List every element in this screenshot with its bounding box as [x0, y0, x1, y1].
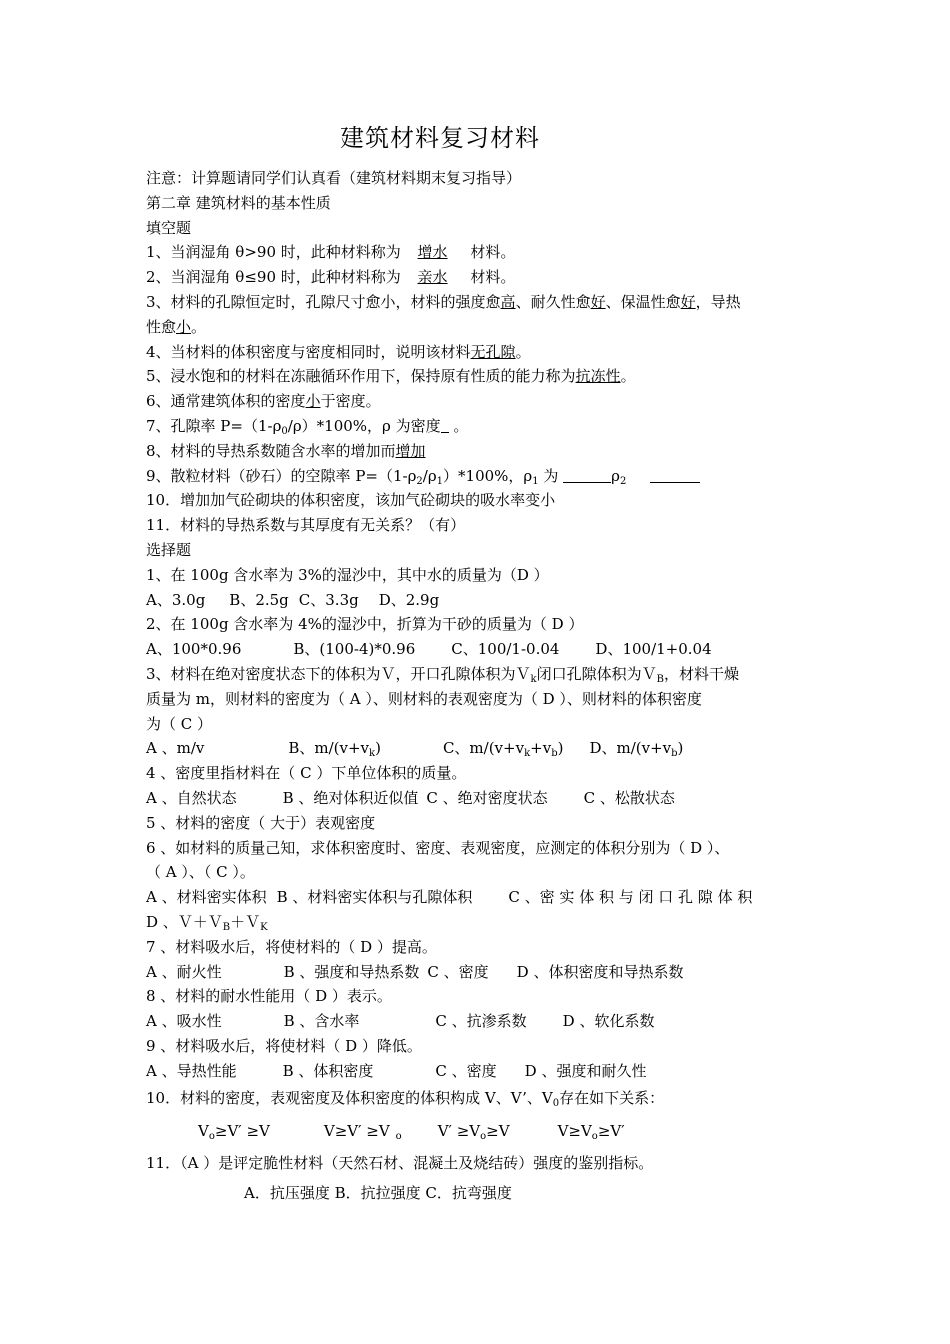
- fill-heading: 填空题: [146, 218, 192, 237]
- option-b: B、2.5g: [229, 590, 289, 609]
- subscript: B: [656, 673, 664, 685]
- answer: 抗冻性: [575, 367, 621, 386]
- answer: 无孔隙: [470, 342, 516, 361]
- option-d: ): [677, 739, 684, 758]
- q-text: 9、散粒材料（砂石）的空隙率 P=（1-ρ: [146, 466, 417, 485]
- subscript: 1: [532, 475, 539, 487]
- fill-q3-line2: [146, 315, 808, 340]
- choice-q9: 9 、材料吸水后，将使材料（ D ）降低。: [146, 1036, 422, 1055]
- option-d: ＋Ｖ: [230, 912, 261, 931]
- q-text: ，导热: [695, 292, 741, 311]
- q-text: 3、材料的孔隙恒定时，孔隙尺寸愈小，材料的强度愈: [146, 292, 501, 311]
- choice-q8: 8 、材料的耐水性能用（ D ）表示。: [146, 987, 392, 1006]
- relation-4: $V\ge V_o\ge V'$: [557, 1122, 625, 1143]
- q-text: 5、浸水饱和的材料在冻融循环作用下，保持原有性质的能力称为: [146, 367, 576, 386]
- subscript: 2: [619, 475, 627, 487]
- subscript: k: [524, 748, 531, 760]
- q-text: 性愈: [146, 317, 177, 336]
- subscript: 1: [436, 475, 444, 487]
- relation-3: $V' \ge V_o\ge V$: [437, 1122, 510, 1143]
- q-text: 材料。: [465, 268, 516, 287]
- fill-q11: 11．材料的导热系数与其厚度有无关系？（有）: [146, 516, 466, 535]
- option-b: B 、体积密度: [282, 1061, 374, 1080]
- subscript: k: [530, 673, 537, 685]
- relation-1: $V_o\ge V' \ge V$: [198, 1122, 270, 1143]
- q-text: 存在如下关系：: [559, 1089, 665, 1108]
- q-text: 3、材料在绝对密度状态下的体积为Ｖ，开口孔隙体积为Ｖ: [146, 664, 531, 683]
- option-b: B 、含水率: [283, 1012, 360, 1031]
- choice-q4-options: [146, 786, 808, 811]
- option-d: D、2.9g: [378, 590, 440, 609]
- q-text: ρ: [611, 466, 620, 485]
- choice-q5: 5 、材料的密度（ 大于）表观密度: [146, 813, 376, 832]
- answer: 亲水: [417, 268, 448, 287]
- q-text: ）*100%，ρ: [443, 466, 533, 485]
- fill-q8: [146, 439, 808, 464]
- subscript: B: [222, 921, 231, 933]
- q-text: 1、当润湿角 θ>90 时，此种材料称为: [146, 243, 406, 262]
- choice-heading: 选择题: [146, 540, 192, 559]
- option-d: D 、Ｖ＋Ｖ: [146, 912, 223, 931]
- option-c: C、m/(v+v: [442, 739, 525, 758]
- q-text: 。: [448, 416, 469, 435]
- option-d: C 、松散状态: [583, 788, 675, 807]
- choice-q3-line1: [146, 662, 808, 687]
- q-text: 闭口孔隙体积为Ｖ: [536, 664, 657, 683]
- option-c: C 、密 实 体 积 与 闭 口 孔 隙 体 积: [508, 888, 753, 907]
- q-text: /ρ）*100%，ρ 为密度: [287, 416, 441, 435]
- option-b: B 、材料密实体积与孔隙体积: [276, 888, 473, 907]
- subscript: K: [260, 921, 268, 933]
- choice-q4: 4 、密度里指材料在（ C ）下单位体积的质量。: [146, 764, 467, 783]
- choice-q6-options: [146, 885, 808, 910]
- answer: 增加: [395, 441, 426, 460]
- q-text: 。: [620, 367, 636, 386]
- fill-q9: [146, 464, 808, 489]
- q-text: 2、当润湿角 θ≤90 时，此种材料称为: [146, 268, 406, 287]
- relation-2: V≥V′ ≥V $_o$: [323, 1122, 402, 1143]
- answer: 小: [305, 392, 321, 411]
- option-c: C 、密度: [427, 962, 489, 981]
- choice-q6-option-d: [146, 910, 808, 935]
- fill-q2: [146, 265, 808, 290]
- q-text: ，材料干燥: [663, 664, 739, 683]
- option-c: C 、密度: [435, 1061, 497, 1080]
- answer-blank: [650, 468, 700, 483]
- choice-q11-options: A．抗压强度 B．抗拉强度 C．抗弯强度: [244, 1184, 512, 1203]
- choice-q3-options: [146, 736, 808, 761]
- choice-q8-options: [146, 1009, 808, 1034]
- option-d: D 、体积密度和导热系数: [516, 962, 684, 981]
- choice-q10: [146, 1086, 808, 1111]
- option-b: B、(100-4)*0.96: [293, 640, 416, 659]
- option-a: A、3.0g: [146, 590, 206, 609]
- choice-q2-options: [146, 637, 808, 662]
- q-text: 于密度。: [320, 392, 381, 411]
- fill-q1: [146, 240, 808, 265]
- subscript: b: [551, 748, 558, 760]
- choice-q10-relations: [146, 1111, 808, 1151]
- option-a: A 、m/v: [146, 739, 205, 758]
- fill-q4: [146, 340, 808, 365]
- answer: 好: [590, 292, 606, 311]
- choice-q7: 7 、材料吸水后，将使材料的（ D ）提高。: [146, 937, 437, 956]
- subscript: b: [671, 748, 678, 760]
- answer: 增水: [417, 243, 448, 262]
- q-text: /ρ: [422, 466, 437, 485]
- document-body: [146, 166, 808, 1210]
- option-d: D 、软化系数: [562, 1012, 655, 1031]
- choice-q3-line3: 为（ C ）: [146, 714, 213, 733]
- q-text: 7、孔隙率 P=（1-ρ: [146, 416, 282, 435]
- subscript: 0: [281, 425, 288, 437]
- q-text: 10．材料的密度，表观密度及体积密度的体积构成 V、V’、V: [146, 1089, 553, 1108]
- choice-q7-options: [146, 960, 808, 985]
- option-b: B 、绝对体积近似值: [282, 788, 419, 807]
- answer-blank: [563, 468, 611, 483]
- option-d: D、100/1+0.04: [595, 640, 712, 659]
- q-text: 。: [515, 342, 531, 361]
- option-a: A 、耐火性: [146, 962, 222, 981]
- option-b: B、m/(v+v: [288, 739, 370, 758]
- option-b: ): [375, 739, 381, 758]
- fill-q10: 10．增加加气砼砌块的体积密度，该加气砼砌块的吸水率变小: [146, 491, 556, 510]
- q-text: 为: [538, 466, 564, 485]
- option-a: A 、导热性能: [146, 1061, 237, 1080]
- option-b: B 、强度和导热系数: [283, 962, 420, 981]
- answer: 小: [176, 317, 192, 336]
- option-c: C 、抗渗系数: [435, 1012, 527, 1031]
- choice-q3-line2: 质量为 m，则材料的密度为（ A ）、则材料的表观密度为（ D ）、则材料的体积密度: [146, 689, 702, 708]
- note-line: 注意：计算题请同学们认真看（建筑材料期末复习指导）: [146, 169, 522, 187]
- fill-q6: [146, 389, 808, 414]
- option-a: A 、材料密实体积: [146, 888, 267, 907]
- option-c: C 、绝对密度状态: [426, 788, 548, 807]
- option-a: A、100*0.96: [146, 640, 242, 659]
- q-text: 6、通常建筑体积的密度: [146, 392, 306, 411]
- answer: 高: [500, 292, 516, 311]
- fill-q7: [146, 414, 808, 439]
- option-d: D、m/(v+v: [589, 739, 672, 758]
- answer-blank: [441, 418, 449, 433]
- option-a: A 、自然状态: [146, 788, 237, 807]
- choice-q1-options: [146, 588, 808, 613]
- page-title: 建筑材料复习材料: [340, 124, 540, 152]
- subscript: 2: [416, 475, 423, 487]
- chapter-heading: 第二章 建筑材料的基本性质: [146, 193, 331, 212]
- choice-q9-options: [146, 1059, 808, 1084]
- option-c: C、3.3g: [298, 590, 359, 609]
- option-c: ): [557, 739, 564, 758]
- choice-q1: 1、在 100g 含水率为 3%的湿沙中，其中水的质量为（D ）: [146, 565, 549, 584]
- subscript: k: [369, 748, 376, 760]
- q-text: 、保温性愈: [605, 292, 681, 311]
- q-text: 4、当材料的体积密度与密度相同时，说明该材料: [146, 342, 471, 361]
- choice-q6-line2: （ A ）、（ C ）。: [146, 863, 255, 882]
- fill-q5: [146, 364, 808, 389]
- option-c: +v: [530, 739, 552, 758]
- fill-q3-line1: [146, 290, 808, 315]
- q-text: 、耐久性愈: [515, 292, 591, 311]
- option-c: C、100/1-0.04: [451, 640, 560, 659]
- q-text: 。: [191, 317, 207, 336]
- subscript: 0: [552, 1098, 560, 1110]
- option-a: A 、吸水性: [146, 1012, 222, 1031]
- choice-q2: 2、在 100g 含水率为 4%的湿沙中，折算为干砂的质量为（ D ）: [146, 615, 584, 634]
- choice-q6-line1: 6 、如材料的质量己知，求体积密度时、密度、表观密度，应测定的体积分别为（ D ）、: [146, 838, 730, 857]
- q-text: 8、材料的导热系数随含水率的增加而: [146, 441, 396, 460]
- q-text: 材料。: [465, 243, 516, 262]
- answer: 好: [680, 292, 696, 311]
- choice-q11: 11．（A ）是评定脆性材料（天然石材、混凝土及烧结砖）强度的鉴别指标。: [146, 1154, 654, 1173]
- option-d: D 、强度和耐久性: [524, 1061, 647, 1080]
